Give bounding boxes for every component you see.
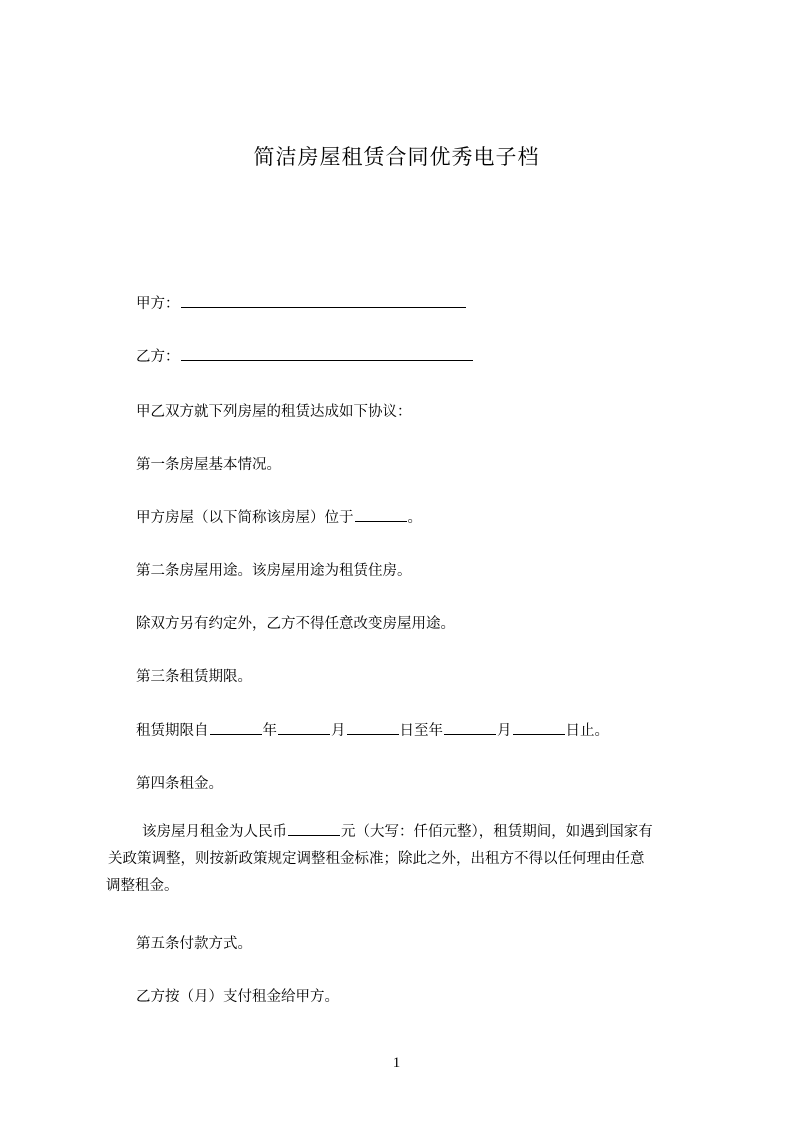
start-year-blank xyxy=(210,720,262,735)
rent-line-3: 调整租金。 xyxy=(106,878,179,894)
rent-line-1 xyxy=(106,819,706,846)
location-blank xyxy=(355,507,407,522)
lease-term-day-to: 日至年 xyxy=(399,723,443,739)
party-b-label: 乙方： xyxy=(136,349,180,365)
party-a-blank xyxy=(181,293,466,308)
rent-line-2: 关政策调整，则按新政策规定调整租金标准；除此之外，出租方不得以任何理由任意 xyxy=(108,851,645,867)
lease-term-month: 月 xyxy=(331,723,346,739)
lease-term-line xyxy=(136,719,609,740)
article1-text-suffix: 。 xyxy=(407,510,422,526)
payment-text: 乙方按（月）支付租金给甲方。 xyxy=(136,989,339,1005)
rent-amount-blank xyxy=(288,821,340,836)
start-day-blank xyxy=(347,720,399,735)
article1-text-prefix: 甲方房屋（以下简称该房屋）位于 xyxy=(136,510,354,526)
article1-heading: 第一条房屋基本情况。 xyxy=(136,457,281,473)
article5-heading: 第五条付款方式。 xyxy=(136,936,252,952)
intro-text: 甲乙双方就下列房屋的租赁达成如下协议： xyxy=(136,404,412,420)
lease-term-month2: 月 xyxy=(497,723,512,739)
rent-paragraph xyxy=(106,819,706,900)
rent-line1-suffix: 元（大写：仟佰元整），租赁期间，如遇到国家有 xyxy=(341,824,653,840)
article1-text xyxy=(136,506,422,527)
lease-term-end: 日止。 xyxy=(565,723,609,739)
party-b-line xyxy=(136,345,474,366)
page-number: 1 xyxy=(392,1055,401,1071)
end-year-blank xyxy=(444,720,496,735)
rent-line1-prefix: 该房屋月租金为人民币 xyxy=(142,824,287,840)
party-b-blank xyxy=(181,346,473,361)
lease-term-prefix: 租赁期限自 xyxy=(136,723,209,739)
document-title: 简洁房屋租赁合同优秀电子档 xyxy=(253,145,540,169)
article4-heading: 第四条租金。 xyxy=(136,776,223,792)
party-a-label: 甲方： xyxy=(136,296,180,312)
article2-heading: 第二条房屋用途。该房屋用途为租赁住房。 xyxy=(136,563,412,579)
party-a-line xyxy=(136,292,467,313)
lease-term-year: 年 xyxy=(262,723,277,739)
article3-heading: 第三条租赁期限。 xyxy=(136,669,252,685)
end-day-blank xyxy=(513,720,565,735)
article2-text: 除双方另有约定外，乙方不得任意改变房屋用途。 xyxy=(136,616,455,632)
start-month-blank xyxy=(278,720,330,735)
